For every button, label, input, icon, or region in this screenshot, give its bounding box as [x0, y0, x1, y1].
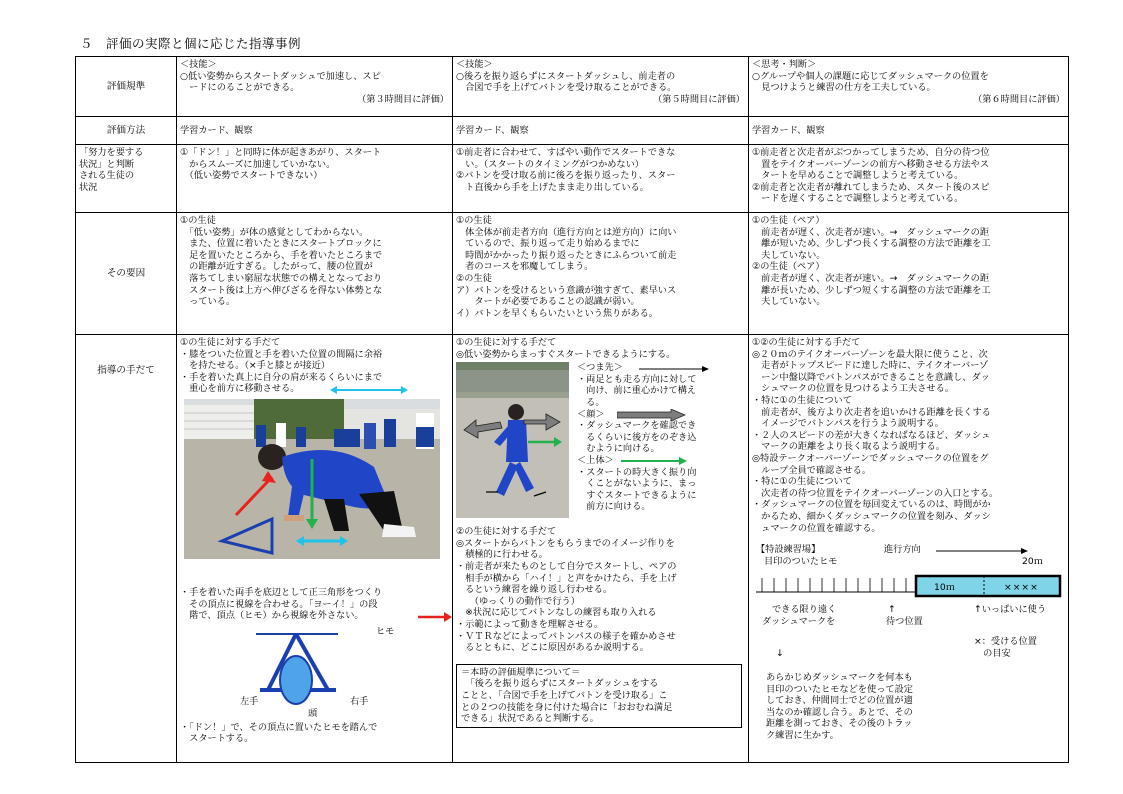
criteria-line: ○グループや個人の課題に応じてダッシュマークの位置を — [752, 70, 989, 82]
text-line: 前走者が、後方より次走者を追いかける距離を長くする — [752, 406, 991, 418]
text-line: ②の生徒（ペア） — [752, 261, 825, 273]
cyan-arrow-icon — [330, 385, 408, 395]
text-line: すぐスタートできるように — [577, 489, 697, 501]
text-line: ①の生徒（ペア） — [752, 215, 825, 226]
full-use-label: ↑いっぱいに使う — [974, 604, 1047, 616]
text-line: できる」状況であると判断する。 — [461, 713, 599, 725]
text-line: 重心を前方に移動させる。 — [180, 383, 300, 395]
text-line: 積極的に行わせる。 — [456, 549, 548, 561]
grey-arrow-icon — [617, 409, 687, 421]
text-line: との２つの技能を身に付けた場合に「おおむね満足 — [461, 701, 673, 713]
situation-row — [76, 145, 1069, 213]
criteria-head: 評価規準 — [76, 57, 177, 117]
practice-field-label: 【特設練習場】 — [756, 544, 821, 556]
text-line: 時間がかかったり振り返ったときにふらついて前走 — [456, 249, 677, 261]
text-line: 走者がトップスピードに達した時に、テイクオーバーゾ — [752, 360, 989, 372]
text-line: を持たせる。（×手と膝とが接近） — [180, 360, 331, 372]
text-line: ①前走者に合わせて、すばやい動作でスタートできな — [456, 147, 676, 158]
situation-head — [76, 145, 177, 213]
distance-20m-label: 20ｍ — [1022, 556, 1043, 568]
guidance-cell-1 — [177, 335, 453, 763]
guidance-cell-3 — [749, 335, 1069, 763]
text-line: ＝本時の評価規準について＝ — [461, 666, 581, 678]
practice-field-diagram — [752, 544, 1065, 672]
text-line: ①前走者と次走者がぶつかってしまうため、自分の待つ位 — [752, 147, 990, 158]
method-cell-2: 学習カード、観察 — [453, 117, 749, 145]
text-line: ＜顔＞ — [577, 408, 605, 420]
crouch-start-photo — [184, 399, 440, 559]
text-line: 者のコースを邪魔してしまう。 — [456, 261, 594, 273]
text-line: ュマークの位置を確認する。 — [752, 522, 881, 534]
text-line: ードを遅くすることで調整しようと考えている。 — [752, 193, 964, 205]
posture-heading-with-arrow — [577, 455, 745, 467]
text-line: ①「ドン！」と同時に体が起きあがり、スタート — [180, 147, 382, 158]
cause-cell-2 — [453, 213, 749, 335]
text-line: るとともに、どこに原因があるか説明する。 — [456, 642, 649, 654]
text-line: るという練習を繰り返し行わせる。 — [456, 584, 613, 596]
red-arrow-icon — [418, 612, 452, 622]
text-line: ①の生徒に対する手だて — [456, 337, 557, 348]
page-title: ５ 評価の実際と個に応じた指導事例 — [80, 36, 302, 51]
up-arrow-label: ↑ — [888, 604, 896, 616]
text-line: ②前走者と次走者が離れてしまうため、スタート後のスピ — [752, 181, 990, 193]
start-posture-photo — [456, 362, 569, 518]
text-line: 夫していない。 — [752, 249, 826, 261]
text-line: ・特に①の生徒について — [752, 394, 852, 406]
text-line: い。（スタートのタイミングがつかめない） — [456, 158, 644, 170]
text-line: ているので、振り返って走り始めるまでに — [456, 238, 640, 250]
text-line: ループ全員で確認させる。 — [752, 464, 871, 476]
text-line: 階で、頂点（ヒモ）から視線を外さない。 — [180, 610, 364, 622]
text-line: ・手を着いた両手を底辺として正三角形をつくり — [180, 586, 383, 598]
text-line: ・ダッシュマークの位置を毎回変えているのは、時間がか — [752, 499, 991, 511]
text-line: 次走者の待つ位置をテイクオーバーゾーンの入口とする。 — [752, 487, 999, 499]
text-line: また、位置に着いたときにスタートブロックに — [180, 238, 382, 250]
text-line: 前走者が遅く、次走者が速い。→ ダッシュマークの距 — [752, 272, 990, 284]
situation-head-line: 状況 — [79, 181, 98, 193]
direction-arrow-icon — [936, 547, 1028, 555]
text-line: ・示範によって動きを理解させる。 — [456, 618, 603, 630]
text-line: 前方に向ける。 — [577, 501, 651, 513]
text-line: あらかじめダッシュマークを何本も — [766, 672, 913, 684]
wait-position-label: 待つ位置 — [886, 616, 923, 628]
method-head: 評価方法 — [76, 117, 177, 145]
situation-cell-1 — [177, 145, 453, 213]
text-line: 離が短いため、少しずつ長くする調整の方法で距離を工 — [752, 238, 991, 250]
text-line: 距離を測っておき、その後のトラッ — [766, 718, 913, 730]
text-line: ＜上体＞ — [577, 454, 614, 466]
cause-cell-3 — [749, 213, 1069, 335]
text-line: ・両足とも走る方向に対して — [577, 373, 697, 385]
string-marker-label: 目印のついたヒモ — [764, 556, 838, 568]
receive-marks-label: ×××× — [1004, 582, 1039, 594]
criteria-line: 合図で手を上げてバトンを受け取ることができる。 — [456, 82, 677, 94]
text-line: 当なのか確認し合う。あとで、その — [766, 706, 913, 718]
text-line: からスムーズに加速していかない。 — [180, 158, 336, 170]
criteria-line: 見つけようと練習の仕方を工夫している。 — [752, 82, 936, 94]
criteria-row — [76, 57, 1069, 117]
text-line: ・特に①の生徒について — [752, 476, 852, 488]
text-line: （低い姿勢でスタートできない） — [180, 170, 323, 182]
text-line: ア）バトンを受けるという意識が強すぎて、素早いス — [456, 284, 677, 296]
text-line: かるため、細かくダッシュマークの位置を刻み、ダッシ — [752, 510, 991, 522]
dash-mark-label: ダッシュマークを — [762, 616, 836, 628]
receive-note-line-1: ×：受ける位置 — [974, 636, 1037, 648]
situation-cell-3 — [749, 145, 1069, 213]
text-line: ト直後から手を上げたまま走り出している。 — [456, 181, 649, 193]
method-row — [76, 117, 1069, 145]
cause-head: その要因 — [76, 213, 177, 335]
text-line: 相手が横から「ハイ！」と声をかけたら、手を上げ — [456, 572, 677, 584]
method-cell-3: 学習カード、観察 — [749, 117, 1069, 145]
triangle-hands-diagram — [180, 622, 449, 720]
evaluation-note-box — [456, 664, 742, 728]
text-line: ＜つま先＞ — [577, 362, 623, 374]
text-line-with-arrow — [180, 383, 449, 395]
situation-head-line: される生徒の — [79, 170, 135, 182]
criteria-line: ○後ろを振り返らずにスタートダッシュし、前走者の — [456, 70, 676, 82]
situation-cell-2 — [453, 145, 749, 213]
text-line: ②バトンを受け取る前に後ろを振り返ったり、スター — [456, 170, 676, 182]
criteria-cell-1 — [177, 57, 453, 117]
text-line: スタート後は上方へ伸びざるを得ない体勢とな — [180, 284, 383, 296]
text-line: ②の生徒に対する手だて — [456, 526, 557, 538]
as-far-label: できる限り遠く — [772, 604, 837, 616]
text-line: ことと、「合図で手を上げてバトンを受け取る」こ — [461, 689, 668, 701]
text-line: イ）バトンを早くもらいたいという焦りがある。 — [456, 307, 658, 319]
text-line: ク練習に生かす。 — [766, 730, 839, 742]
text-line: ・ダッシュマークを確認でき — [577, 420, 697, 432]
posture-points — [569, 362, 745, 518]
arrow-right-icon — [639, 365, 709, 373]
text-line: 夫していない。 — [752, 296, 826, 308]
text-line: ◎２０ｍのテイクオーバーゾーンを最大限に使うこと、次 — [752, 348, 988, 360]
text-line: ・手を着いた真上に自分の肩が来るくらいにまで — [180, 371, 383, 383]
text-line: 体全体が前走者方向（進行方向とは逆方向）に向い — [456, 226, 677, 238]
text-line: その頂点に視線を合わせる。「ヨーイ！」の段 — [180, 598, 378, 610]
left-hand-label: 左手 — [240, 695, 259, 707]
criteria-tag: ＜技能＞ — [180, 59, 217, 70]
text-line: ②の生徒 — [456, 272, 492, 284]
criteria-cell-3 — [749, 57, 1069, 117]
text-line: ・前走者が来たものとして自分でスタートし、ペアの — [456, 560, 677, 572]
text-line: スタートする。 — [180, 733, 254, 745]
text-line: ーン中盤以降でバトンパスができることを意識し、ダッ — [752, 371, 990, 383]
text-line: ・ＶＴＲなどによってバトンパスの様子を確かめさせ — [456, 630, 676, 642]
head-label: 頭 — [308, 707, 318, 719]
down-arrow-label: ↓ — [776, 648, 784, 660]
right-hand-label: 右手 — [350, 695, 369, 707]
text-line: ◎特設テークオーバーゾーンでダッシュマークの位置をグ — [752, 452, 989, 464]
start-posture-section — [456, 362, 745, 518]
guidance-head: 指導の手だて — [76, 335, 177, 763]
text-line: ◎スタートからバトンをもらうまでのイメージ作りを — [456, 537, 675, 549]
text-line: 目印のついたヒモなどを使って設定 — [766, 683, 913, 695]
text-line: っている。 — [180, 296, 236, 308]
text-line: 足を置いたところから、手を着いたところまで — [180, 249, 383, 261]
criteria-note: （第６時間目に評価） — [973, 93, 1065, 105]
text-line: ・「ドン！」で、その頂点に置いたヒモを踏んで — [180, 721, 378, 733]
direction-label: 進行方向 — [884, 544, 921, 556]
criteria-tag: ＜技能＞ — [456, 59, 493, 70]
guidance-cell-2 — [453, 335, 749, 763]
criteria-line: ードにのることができる。 — [180, 82, 300, 94]
text-line: るくらいに後方をのぞき込 — [577, 431, 697, 443]
situation-head-line: 状況」と判断 — [79, 158, 135, 170]
text-line-with-arrow — [180, 610, 449, 622]
text-line: 「低い姿勢」が体の感覚としてわからない。 — [180, 226, 369, 238]
criteria-note: （第５時間目に評価） — [653, 93, 745, 105]
text-line: ・膝をついた位置と手を着いた位置の間隔に余裕 — [180, 348, 383, 360]
criteria-cell-2 — [453, 57, 749, 117]
cause-row — [76, 213, 1069, 335]
text-line: ①②の生徒に対する手だて — [752, 337, 861, 348]
method-cell-1: 学習カード、観察 — [177, 117, 453, 145]
receive-note-line-2: の目安 — [974, 648, 1011, 660]
string-label: ヒモ — [376, 625, 395, 637]
evaluation-table — [75, 56, 1069, 763]
text-line: シュマークの位置を見つけるよう工夫させる。 — [752, 383, 954, 395]
text-line: タートを早めることで調整しようと考えている。 — [752, 170, 964, 182]
text-line: イメージでバトンパスを行うよう説明する。 — [752, 418, 944, 430]
text-line: る。 — [577, 396, 605, 408]
text-line: 「後ろを振り返らずにスタートダッシュをする — [461, 678, 659, 690]
text-line: ・２人のスピードの差が大きくなればなるほど、ダッシュ — [752, 429, 991, 441]
text-line: タートが必要であることの認識が弱い。 — [456, 296, 640, 308]
posture-heading-with-arrow — [577, 362, 745, 374]
text-line: むように向ける。 — [577, 443, 660, 455]
text-line: ①の生徒 — [456, 215, 492, 226]
text-line: 置をテイクオーバーゾーンの前方へ移動させる方法やス — [752, 158, 990, 170]
text-line: ・スタートの時大きく振り向 — [577, 466, 697, 478]
text-line: ①の生徒に対する手だて — [180, 337, 281, 348]
text-line: ※状況に応じてバトンなしの練習も取り入れる — [456, 607, 657, 619]
text-line: マークの距離をより長く取るよう説明する。 — [752, 441, 945, 453]
cause-cell-1 — [177, 213, 453, 335]
guidance-row — [76, 335, 1069, 763]
text-line: ①の生徒 — [180, 215, 216, 226]
text-line: 向け、前に重心かけて構え — [577, 385, 697, 397]
text-line: しておき、仲間同士でどの位置が適 — [766, 695, 913, 707]
text-line: 前走者が遅く、次走者が速い。→ ダッシュマークの距 — [752, 226, 990, 238]
posture-heading-with-arrow — [577, 409, 745, 421]
green-arrow-icon — [621, 457, 687, 465]
criteria-line: ○低い姿勢からスタートダッシュで加速し、スピ — [180, 70, 381, 82]
text-line: くことがないように、まっ — [577, 478, 697, 490]
text-line: 離が長いため、少しずつ短くする調整の方法で距離を工 — [752, 284, 991, 296]
criteria-note: （第３時間目に評価） — [357, 93, 449, 105]
text-line: （ゆっくりの動作で行う） — [456, 595, 580, 607]
text-line: ◎低い姿勢からまっすぐスタートできるようにする。 — [456, 348, 676, 360]
situation-head-line: 「努力を要する — [79, 147, 144, 158]
text-line: の距離が近すぎる。したがって、腰の位置が — [180, 261, 373, 273]
criteria-tag: ＜思考・判断＞ — [752, 59, 817, 70]
text-line: 落ちてしまい窮屈な状態での構えとなっており — [180, 272, 383, 284]
distance-10m-label: 10ｍ — [934, 582, 955, 594]
